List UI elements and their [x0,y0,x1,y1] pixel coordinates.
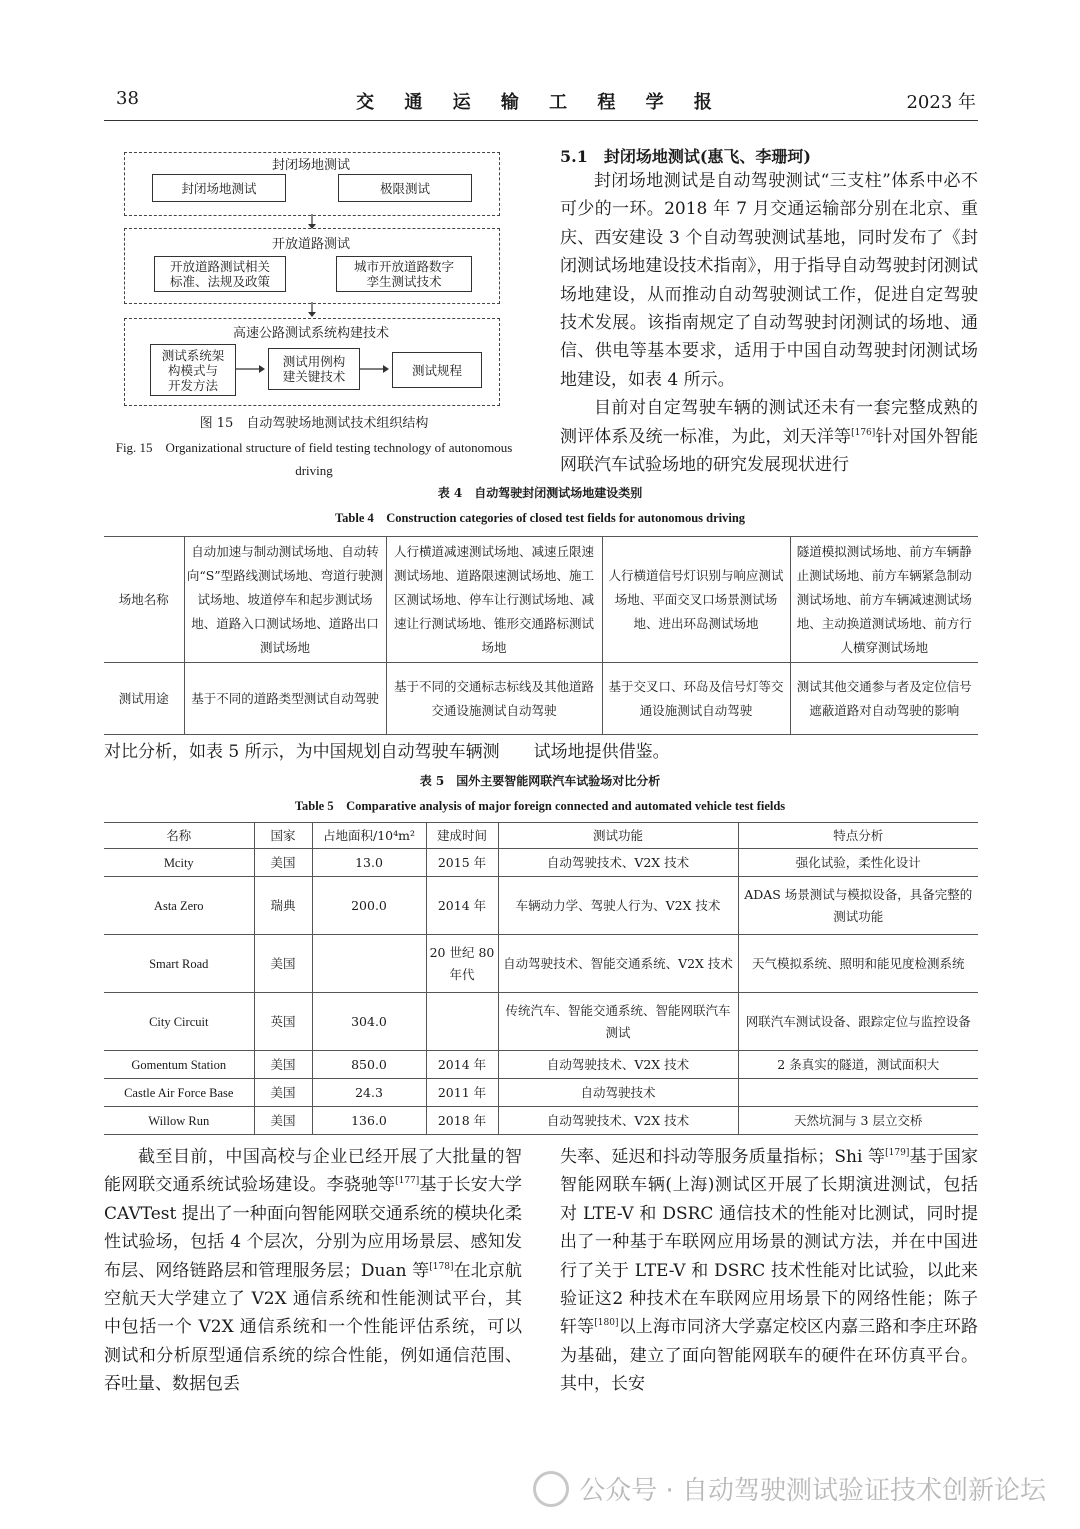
section-body [560,167,978,479]
figure-15 [104,138,524,438]
table-cell: 2015 年 [426,849,498,877]
citation: [176] [851,427,876,438]
watermark-text: 公众号 · 自动驾驶测试验证技术创新论坛 [579,1476,1046,1506]
paragraph [560,1143,978,1399]
wechat-icon [533,1471,569,1507]
text: 在北京航空航天大学建立了 V2X 通信系统和性能测试平台，其中包括一个 V2X 通信系统和一个性能评估系统，可以测试和分析原型通信系统的综合性能，例如通信范围、吞吐量、数据包丢 [104,1260,522,1395]
citation: [177] [395,1176,420,1187]
table-cell: 自动加速与制动测试场地、自动转向“S”型路线测试场地、弯道行驶测试场地、坡道停车和起步测试场地、道路入口测试场地、道路出口测试场地 [184,537,386,663]
table-cell: 强化试验，柔性化设计 [738,849,978,877]
table-cell: 2011 年 [426,1079,498,1107]
text: 失率、延迟和抖动等服务质量指标；Shi 等 [560,1147,886,1167]
table-cell [738,1079,978,1107]
table-cell: Gomentum Station [104,1051,254,1079]
column-header: 测试功能 [498,823,738,849]
figure-caption-en: Fig. 15 Organizational structure of field testing technology of autonomous driving [115,440,513,478]
table-cell: 人行横道信号灯识别与响应测试场地、平面交叉口场景测试场地、进出环岛测试场地 [602,537,790,663]
table-cell: 自动驾驶技术、V2X 技术 [498,1051,738,1079]
paragraph [104,1143,522,1399]
table-cell: 天然坑洞与 3 层立交桥 [738,1107,978,1135]
table-cell: Mcity [104,849,254,877]
section-title: 5.1 封闭场地测试(惠飞、李珊珂) [560,147,811,166]
column-header: 占地面积/10⁴m² [312,823,426,849]
table-row [104,849,978,877]
group-highway-title: 高速公路测试系统构建技术 [232,326,389,341]
table-row [104,1107,978,1135]
page-number: 38 [116,88,139,109]
journal-title: 交 通 运 输 工 程 学 报 [356,92,724,113]
text: 截至目前，中国高校与企业已经开展了大批量的智能网联交通系统试验场建设。李骁驰等 [104,1147,522,1196]
citation: [179] [885,1148,910,1158]
table-4 [104,536,978,735]
table-cell: 网联汽车测试设备、跟踪定位与监控设备 [738,993,978,1051]
box-extreme-test: 极限测试 [338,174,472,202]
table-cell: 天气模拟系统、照明和能见度检测系统 [738,935,978,993]
table-cell: 隧道模拟测试场地、前方车辆静止测试场地、前方车辆紧急制动测试场地、前方车辆减速测试场地、主动换道测试场地、前方行人横穿测试场地 [790,537,978,663]
table-cell: 车辆动力学、驾驶人行为、V2X 技术 [498,877,738,935]
table-row-label: 场地名称 [104,537,184,663]
table-row [104,663,978,735]
box-open-road-standards: 开放道路测试相关 标准、法规及政策 [154,256,286,292]
table4-caption-cn: 表 4 自动驾驶封闭测试场地建设类别 [437,486,643,500]
table-cell: 136.0 [312,1107,426,1135]
table-row [104,877,978,935]
table-row [104,935,978,993]
table-cell: Willow Run [104,1107,254,1135]
table-cell: Asta Zero [104,877,254,935]
citation: [178] [429,1261,454,1272]
table5-caption-cn: 表 5 国外主要智能网联汽车试验场对比分析 [419,774,661,788]
table-cell: Castle Air Force Base [104,1079,254,1107]
text: 针对国外智能网联汽车试验场地的研究发展现状进行 [560,426,979,476]
table-cell: 美国 [254,1107,312,1135]
table-row [104,537,978,663]
table-cell: 人行横道减速测试场地、减速丘限速测试场地、道路限速测试场地、施工区测试场地、停车让行测试场地、减速让行测试场地、锥形交通路标测试场地 [386,537,602,663]
box-digital-twin: 城市开放道路数字 孪生测试技术 [336,256,472,292]
table-cell: 自动驾驶技术、V2X 技术 [498,1107,738,1135]
table-5 [104,822,978,1135]
table-cell: Smart Road [104,935,254,993]
text: 目前对自定驾驶车辆的测试还未有一套完整成熟的测评体系及统一标准，为此，刘天洋等 [560,398,978,447]
journal-year: 2023 年 [906,92,976,113]
arrow-right-icon [360,362,390,376]
table-cell: 美国 [254,849,312,877]
box-system-architecture: 测试系统架 构模式与 开发方法 [150,344,236,396]
table-cell: ADAS 场景测试与模拟设备，具备完整的测试功能 [738,877,978,935]
table-header-row [104,823,978,849]
table-cell: 美国 [254,1051,312,1079]
paragraph: 封闭场地测试是自动驾驶测试“三支柱”体系中必不可少的一环。2018 年 7 月交通运输部分别在北京、重庆、西安建设 3 个自动驾驶测试基地，同时发布了《封闭测试场地建设技术指南》，用于指导自动驾驶封闭测试场地建设，从而推动自动驾驶测试工作，促进自定驾驶技术发展。该指南规定了自动驾驶封闭测试的场地、通信、供电等基本要求，适用于中国自动驾驶封闭测试场地建设，如表 4 所示。 [560,171,978,390]
table-cell: 自动驾驶技术、智能交通系统、V2X 技术 [498,935,738,993]
lower-left-column [104,1143,522,1399]
table-cell: 自动驾驶技术、V2X 技术 [498,849,738,877]
group-open-road-title: 开放道路测试 [271,237,350,252]
table-row [104,993,978,1051]
table-cell: 自动驾驶技术 [498,1079,738,1107]
table-cell: 2014 年 [426,1051,498,1079]
column-header: 名称 [104,823,254,849]
table-cell: 304.0 [312,993,426,1051]
table-row [104,1079,978,1107]
group-closed-field-title: 封闭场地测试 [271,158,350,173]
table-cell: 2018 年 [426,1107,498,1135]
citation: [180] [594,1318,619,1329]
table-cell [312,935,426,993]
table-cell: 850.0 [312,1051,426,1079]
table-cell: 24.3 [312,1079,426,1107]
text: 基于长安大学 CAVTest 提出了一种面向智能网联交通系统的模块化柔性试验场，包括 4 个层次，分别为应用场景层、感知发布层、网络链路层和管理服务层；Duan 等 [104,1175,523,1281]
table5-caption-en: Table 5 Comparative analysis of major foreign connected and automated vehicle test fields [294,799,786,813]
arrow-right-icon [236,362,266,376]
box-test-procedure: 测试规程 [392,352,482,388]
table-cell: 基于不同的道路类型测试自动驾驶 [184,663,386,735]
column-header: 建成时间 [426,823,498,849]
column-header: 国家 [254,823,312,849]
text: 以上海市同济大学嘉定校区内嘉三路和李庄环路为基础，建立了面向智能网联车的硬件在环仿真平台。其中，长安 [560,1317,979,1395]
table-cell: 2014 年 [426,877,498,935]
header-rule [104,120,978,121]
box-test-case: 测试用例构 建关键技术 [268,348,360,390]
table-cell: 瑞典 [254,877,312,935]
box-closed-field-test: 封闭场地测试 [152,174,286,202]
table-cell: 200.0 [312,877,426,935]
table-cell [426,993,498,1051]
table-cell: 美国 [254,935,312,993]
table-cell: 20 世纪 80 年代 [426,935,498,993]
lower-right-column [560,1143,978,1399]
table4-caption-en: Table 4 Construction categories of closed test fields for autonomous driving [334,511,746,525]
table-row-label: 测试用途 [104,663,184,735]
table-cell: 13.0 [312,849,426,877]
table-cell: City Circuit [104,993,254,1051]
table-cell: 美国 [254,1079,312,1107]
paragraph [560,394,978,479]
table-cell: 2 条真实的隧道，测试面积大 [738,1051,978,1079]
arrow-down-icon [304,302,320,318]
table-cell: 测试其他交通参与者及定位信号遮蔽道路对自动驾驶的影响 [790,663,978,735]
table-cell: 传统汽车、智能交通系统、智能网联汽车测试 [498,993,738,1051]
table-cell: 英国 [254,993,312,1051]
table-cell: 基于不同的交通标志标线及其他道路交通设施测试自动驾驶 [386,663,602,735]
figure-caption-cn: 图 15 自动驾驶场地测试技术组织结构 [199,416,429,431]
table-cell: 基于交叉口、环岛及信号灯等交通设施测试自动驾驶 [602,663,790,735]
transition-line: 对比分析，如表 5 所示，为中国规划自动驾驶车辆测 试场地提供借鉴。 [104,742,670,762]
table-row [104,1051,978,1079]
column-header: 特点分析 [738,823,978,849]
watermark [533,1470,1046,1507]
text: 基于国家智能网联车辆(上海)测试区开展了长期演进测试，包括对 LTE-V 和 DSRC 通信技术的性能对比测试，同时提出了一种基于车联网应用场景的测试方法，并在中国进行了关于 LTE-V 和 DSRC 技术性能对比试验，以此来验证这2 种技术在车联网应用场景下的网络性能；陈子轩等 [560,1147,978,1338]
